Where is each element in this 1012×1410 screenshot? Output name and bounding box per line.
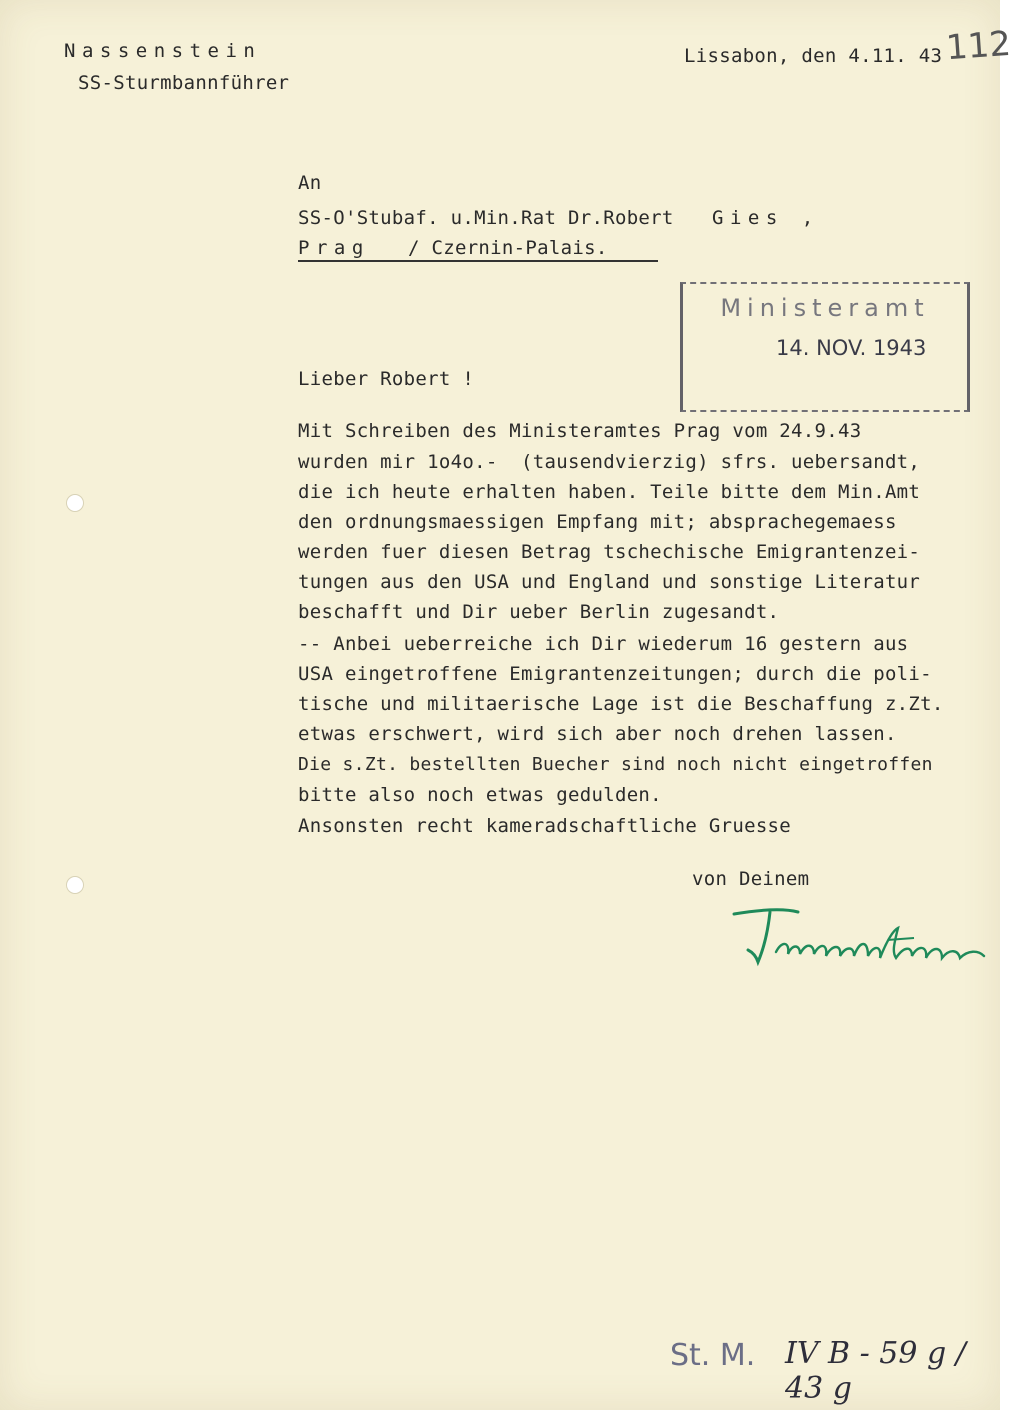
sender-name: Nassenstein: [64, 40, 262, 62]
body-line: -- Anbei ueberreiche ich Dir wiederum 16 gestern aus: [298, 633, 909, 655]
body-line: den ordnungsmaessigen Empfang mit; absprachegemaess: [298, 511, 897, 533]
body-line: Mit Schreiben des Ministeramtes Prag vom 24.9.43: [298, 420, 862, 442]
body-line: etwas erschwert, wird sich aber noch drehen lassen.: [298, 723, 897, 745]
reference-handwritten: IV B - 59 g / 43 g: [785, 1336, 966, 1406]
recipient-address: / Czernin-Palais.: [408, 237, 608, 259]
body-line: wurden mir 1o4o.- (tausendvierzig) sfrs. uebersandt,: [298, 451, 921, 473]
body-line: tungen aus den USA und England und sonstige Literatur: [298, 571, 921, 593]
body-line: Ansonsten recht kameradschaftliche Gruesse: [298, 815, 792, 837]
sender-rank: SS-Sturmbannführer: [78, 72, 290, 94]
body-line: tische und militaerische Lage ist die Beschaffung z.Zt.: [298, 693, 944, 715]
body-line: Die s.Zt. bestellten Buecher sind noch nicht eingetroffen: [298, 754, 933, 775]
punch-hole-bottom: [66, 876, 84, 894]
page-number: 112: [944, 23, 1012, 69]
body-line: beschafft und Dir ueber Berlin zugesandt.: [298, 601, 780, 623]
body-line: die ich heute erhalten haben. Teile bitte dem Min.Amt: [298, 481, 921, 503]
reference-stamp: St. M.: [670, 1338, 756, 1373]
body-line: werden fuer diesen Betrag tschechische Emigrantenzei-: [298, 541, 921, 563]
signature-image: [728, 900, 1000, 980]
place-date: Lissabon, den 4.11. 43: [684, 45, 943, 67]
stamp-date: 14. NOV. 1943: [776, 336, 927, 360]
body-line: USA eingetroffene Emigrantenzeitungen; durch die poli-: [298, 663, 932, 685]
received-stamp: [680, 282, 970, 412]
recipient-an: An: [298, 172, 322, 194]
recipient-name: SS-O'Stubaf. u.Min.Rat Dr.Robert: [298, 207, 674, 229]
closing: von Deinem: [692, 868, 810, 890]
recipient-city: Prag: [298, 237, 370, 259]
stamp-title: Ministeramt: [720, 294, 930, 322]
body-line: bitte also noch etwas gedulden.: [298, 784, 662, 806]
recipient-underline: [298, 260, 658, 262]
recipient-surname: Gies ,: [712, 207, 820, 229]
greeting: Lieber Robert !: [298, 368, 475, 390]
punch-hole-top: [66, 494, 84, 512]
